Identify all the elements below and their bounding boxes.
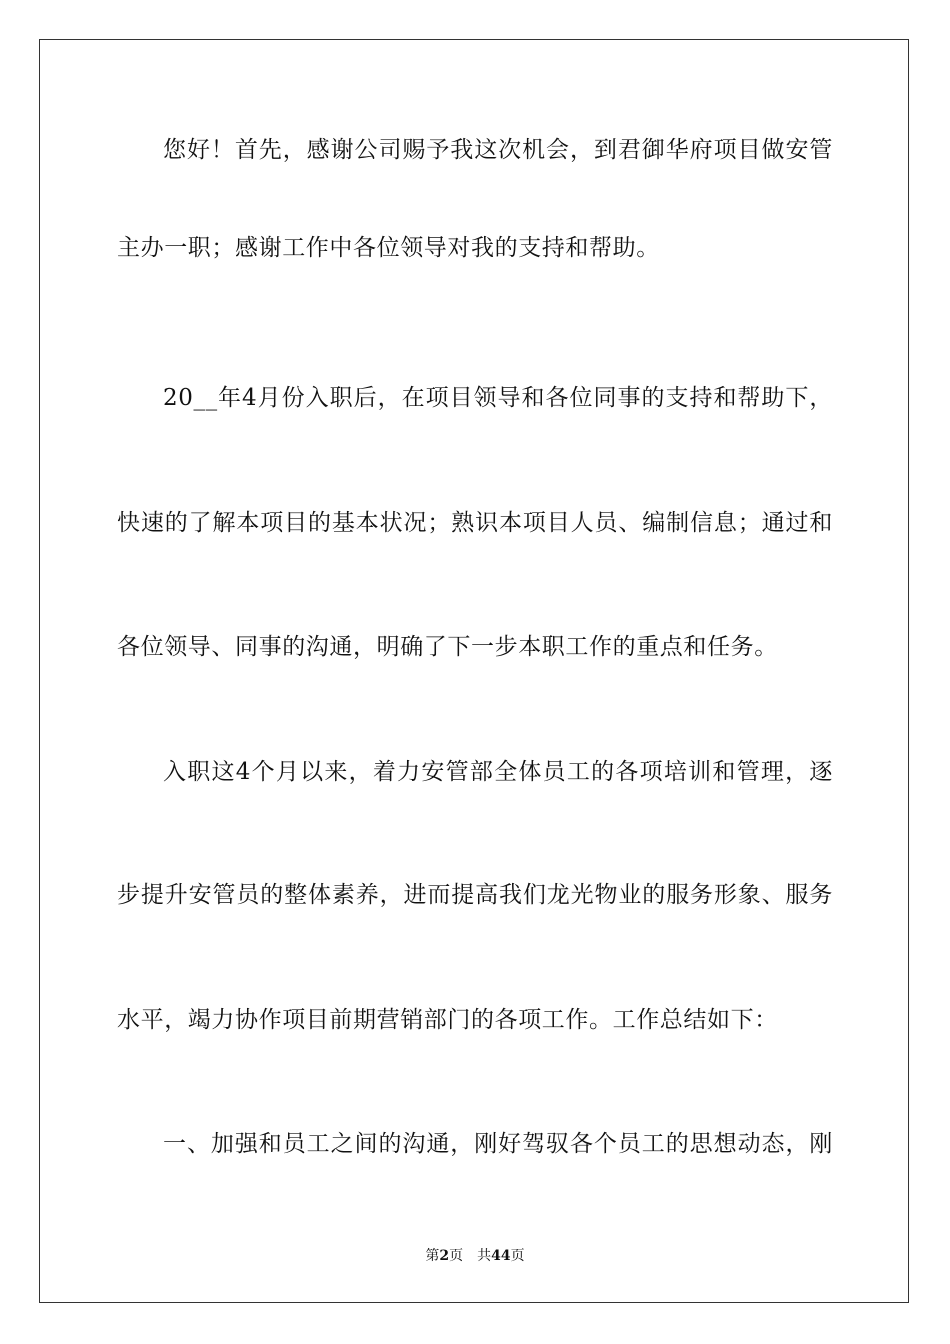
paragraph-2-line-3: 各位领导、同事的沟通，明确了下一步本职工作的重点和任务。 — [117, 634, 778, 660]
paragraph-2-line-1: 20__年4月份入职后，在项目领导和各位同事的支持和帮助下， — [163, 385, 833, 411]
page-footer — [0, 1245, 950, 1265]
footer-page-prefix: 第 — [425, 1248, 440, 1264]
footer-total-prefix: 共 — [477, 1248, 492, 1264]
paragraph-2-line-2: 快速的了解本项目的基本状况；熟识本项目人员、编制信息；通过和 — [117, 510, 833, 536]
paragraph-3-line-1: 入职这4个月以来，着力安管部全体员工的各项培训和管理，逐 — [163, 759, 833, 785]
paragraph-4-line-1: 一、加强和员工之间的沟通，刚好驾驭各个员工的思想动态，刚 — [163, 1131, 833, 1157]
footer-total-suffix: 页 — [510, 1248, 525, 1264]
paragraph-3-line-3: 水平，竭力协作项目前期营销部门的各项工作。工作总结如下： — [117, 1007, 778, 1033]
page-border — [39, 39, 909, 1303]
footer-total-number: 44 — [491, 1248, 511, 1264]
footer-page-number: 2 — [439, 1248, 450, 1264]
paragraph-1-line-1: 您好！首先，感谢公司赐予我这次机会，到君御华府项目做安管 — [163, 137, 833, 163]
paragraph-3-line-2: 步提升安管员的整体素养，进而提高我们龙光物业的服务形象、服务 — [117, 882, 833, 908]
footer-page-suffix: 页 — [449, 1248, 464, 1264]
paragraph-1-line-2: 主办一职；感谢工作中各位领导对我的支持和帮助。 — [117, 235, 660, 261]
